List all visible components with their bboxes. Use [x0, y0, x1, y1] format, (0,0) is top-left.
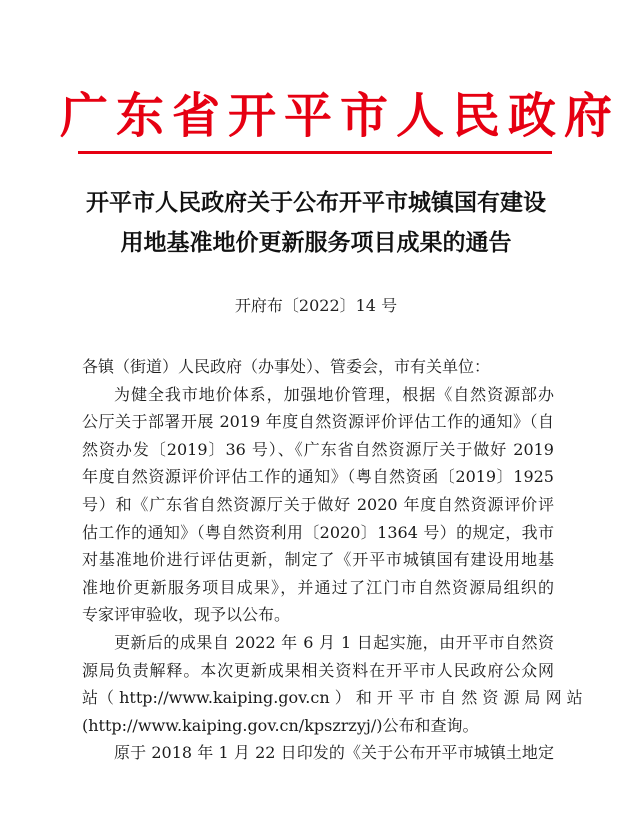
salutation: 各镇（街道）人民政府（办事处）、管委会，市有关单位： — [82, 357, 491, 376]
paragraph-line: 专家评审验收，现予以公布。 — [82, 605, 291, 625]
paragraph-line: 原于 2018 年 1 月 22 日印发的《关于公布开平市城镇土地定 — [114, 743, 554, 763]
notice-title-line-1: 开平市人民政府关于公布开平市城镇国有建设 — [86, 189, 546, 216]
paragraph-line: 年度自然资源评价评估工作的通知》（粤自然资函〔2019〕1925 — [82, 467, 554, 487]
paragraph-2 — [82, 629, 583, 739]
paragraph-line: 然资办发〔2019〕36 号）、《广东省自然资源厅关于做好 2019 — [82, 439, 554, 459]
paragraph-line: 源局负责解释。本次更新成果相关资料在开平市人民政府公众网 — [82, 660, 554, 680]
paragraph-line: 对基准地价进行评估更新，制定了《开平市城镇国有建设用地基 — [82, 550, 554, 570]
paragraph-line: 站（ http://www.kaiping.gov.cn ） 和 开 平 市 自 然 资 源 局 网 站 — [82, 688, 583, 708]
red-divider-line — [78, 151, 552, 154]
document-number: 开府布〔2022〕14 号 — [234, 296, 398, 315]
paragraph-line: 估工作的通知》（粤自然资利用〔2020〕1364 号）的规定，我市 — [82, 522, 554, 542]
paragraph-line: 更新后的成果自 2022 年 6 月 1 日起实施，由开平市自然资 — [114, 632, 554, 652]
notice-title — [40, 183, 592, 263]
paragraph-line: 准地价更新服务项目成果》，并通过了江门市自然资源局组织的 — [82, 577, 554, 597]
paragraph-line: 为健全我市地价体系，加强地价管理，根据《自然资源部办 — [114, 384, 554, 404]
paragraph-1 — [82, 381, 554, 629]
document-body — [82, 353, 583, 767]
notice-title-line-2: 用地基准地价更新服务项目成果的通告 — [120, 229, 512, 256]
masthead-title: 广东省开平市人民政府 — [60, 88, 621, 144]
paragraph-line: 公厅关于部署开展 2019 年度自然资源评价评估工作的通知》（自 — [82, 412, 554, 432]
paragraph-line: (http://www.kaiping.gov.cn/kpszrzyj/)公布和查询。 — [82, 715, 479, 735]
paragraph-3 — [82, 739, 554, 767]
paragraph-line: 号）和《广东省自然资源厅关于做好 2020 年度自然资源评价评 — [82, 494, 554, 514]
